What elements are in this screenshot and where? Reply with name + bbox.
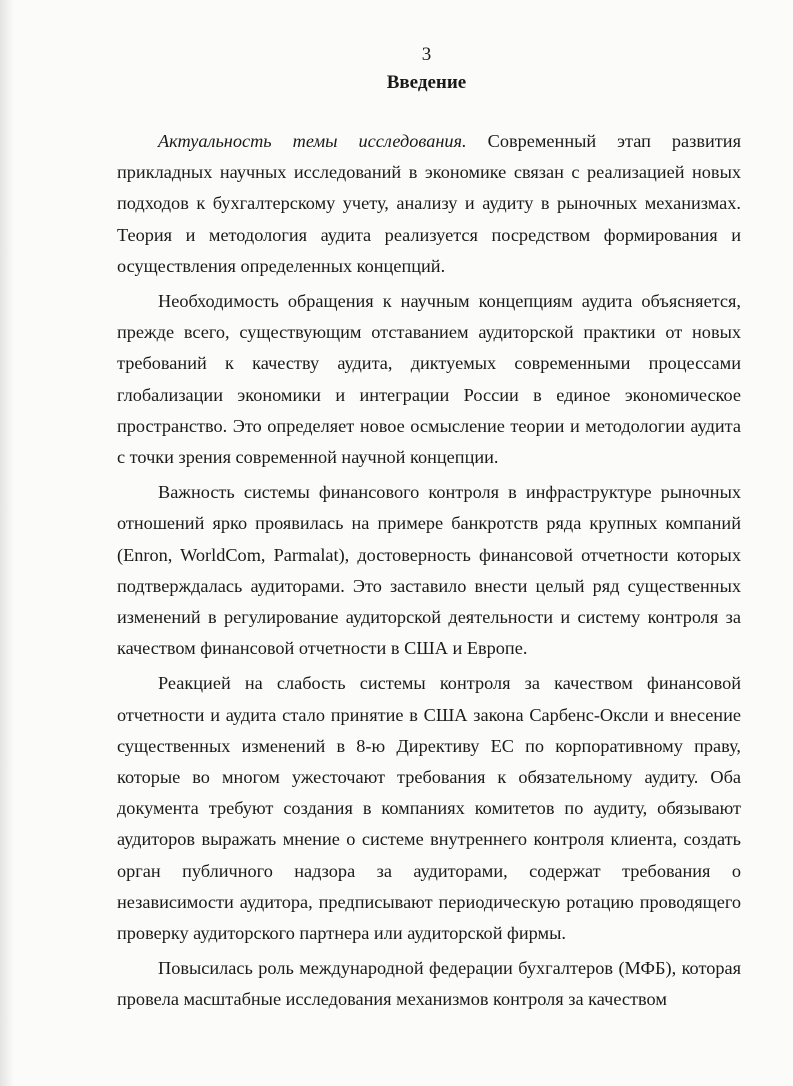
paragraph-text: Современный этап развития прикладных научных исследований в экономике связан с реализацией новых подходов к бухгалтерскому учету, анализу и аудиту в рыночных механизмах. Теория и методология аудита реализуется посредством формирования и осуществления определенных концепций. (117, 131, 741, 276)
section-heading: Введение (386, 72, 467, 93)
page-number: 3 (421, 44, 432, 65)
body-text (117, 126, 741, 1016)
paragraph-reaction: Реакцией на слабость системы контроля за качеством финансовой отчетности и аудита стало принятие в США закона Сарбенс-Оксли и внесение существенных изменений в 8-ю Директиву ЕС по корпоративному праву, которые во многом ужесточают требования к обязательному аудиту. Оба документа требуют создания в компаниях комитетов по аудиту, обязывают аудиторов выражать мнение о системе внутреннего контроля клиента, создать орган публичного надзора за аудиторами, содержат требования о независимости аудитора, предписывают периодическую ротацию проводящего проверку аудиторского партнера или аудиторской фирмы. (117, 673, 741, 944)
scan-edge-shadow (0, 0, 14, 1086)
paragraph-need: Необходимость обращения к научным концепциям аудита объясняется, прежде всего, существующим отставанием аудиторской практики от новых требований к качеству аудита, диктуемых современными процессами глобализации экономики и интеграции России в единое экономическое пространство. Это определяет новое осмысление теории и методологии аудита с точки зрения современной научной концепции. (117, 291, 741, 468)
paragraph-relevance (117, 126, 741, 282)
paragraph-ifac: Повысилась роль международной федерации бухгалтеров (МФБ), которая провела масштабные исследования механизмов контроля за качеством (117, 958, 741, 1010)
paragraph-control-importance: Важность системы финансового контроля в инфраструктуре рыночных отношений ярко проявилась на примере банкротств ряда крупных компаний (Enron, WorldCom, Parmalat), достоверность финансовой отчетности которых подтверждалась аудиторами. Это заставило внести целый ряд существенных изменений в регулирование аудиторской деятельности и систему контроля за качеством финансовой отчетности в США и Европе. (117, 482, 741, 659)
paragraph-lead: Актуальность темы исследования. (158, 131, 467, 151)
